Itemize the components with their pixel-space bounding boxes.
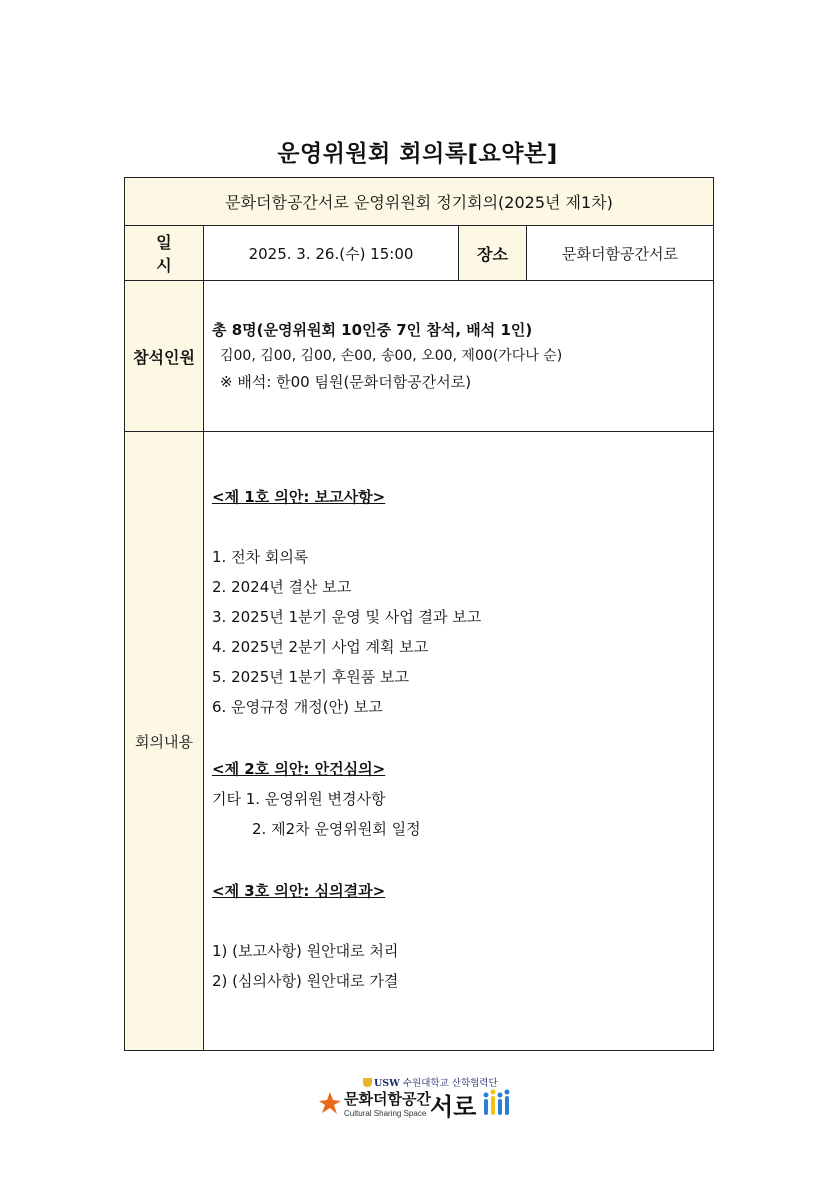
agenda3-heading: <제 3호 의안: 심의결과> bbox=[212, 882, 386, 900]
attendees-total: 총 8명(운영위원회 10인중 7인 참석, 배석 1인) bbox=[212, 321, 533, 339]
logo-sub: Cultural Sharing Space bbox=[344, 1109, 427, 1118]
agenda2-item: 2. 제2차 운영위원회 일정 bbox=[252, 820, 421, 838]
place-value: 문화더함공간서로 bbox=[527, 226, 714, 281]
agenda3-item: 1) (보고사항) 원안대로 처리 bbox=[212, 942, 399, 960]
logo-main: 문화더함공간 bbox=[344, 1091, 431, 1108]
agenda1-item: 2. 2024년 결산 보고 bbox=[212, 578, 352, 596]
footer-logo bbox=[318, 1072, 518, 1122]
logo-big: 서로 bbox=[430, 1094, 477, 1121]
seoro-logo bbox=[318, 1086, 518, 1122]
content-label: 회의내용 bbox=[125, 432, 204, 1051]
seoro-figures-icon bbox=[484, 1090, 510, 1116]
agenda2-item: 기타 1. 운영위원 변경사항 bbox=[212, 790, 386, 808]
agenda1-item: 4. 2025년 2분기 사업 계획 보고 bbox=[212, 638, 429, 656]
meeting-banner: 문화더함공간서로 운영위원회 정기회의(2025년 제1차) bbox=[125, 178, 714, 226]
attendees-names: 김00, 김00, 김00, 손00, 송00, 오00, 제00(가다나 순) bbox=[220, 348, 563, 364]
date-label: 일 시 bbox=[125, 226, 204, 281]
agenda2-heading: <제 2호 의안: 안건심의> bbox=[212, 760, 386, 778]
document-title: 운영위원회 회의록[요약본] bbox=[277, 141, 558, 167]
agenda1-item: 1. 전차 회의록 bbox=[212, 548, 309, 566]
date-value: 2025. 3. 26.(수) 15:00 bbox=[204, 226, 459, 281]
agenda1-item: 5. 2025년 1분기 후원품 보고 bbox=[212, 668, 410, 686]
agenda1-item: 6. 운영규정 개정(안) 보고 bbox=[212, 698, 383, 716]
content-cell bbox=[204, 432, 714, 1051]
star-icon bbox=[319, 1092, 341, 1114]
agenda3-item: 2) (심의사항) 원안대로 가결 bbox=[212, 972, 399, 990]
usw-brand: USW bbox=[374, 1078, 400, 1089]
agenda1-heading: <제 1호 의안: 보고사항> bbox=[212, 488, 386, 506]
usw-text: 수원대학교 산학협력단 bbox=[402, 1078, 498, 1089]
attendees-cell bbox=[204, 281, 714, 432]
place-label: 장소 bbox=[459, 226, 527, 281]
attendees-absent: ※ 배석: 한00 팀원(문화더함공간서로) bbox=[220, 373, 472, 391]
minutes-table bbox=[124, 177, 714, 1051]
agenda1-item: 3. 2025년 1분기 운영 및 사업 결과 보고 bbox=[212, 608, 482, 626]
attendees-label: 참석인원 bbox=[125, 281, 204, 432]
